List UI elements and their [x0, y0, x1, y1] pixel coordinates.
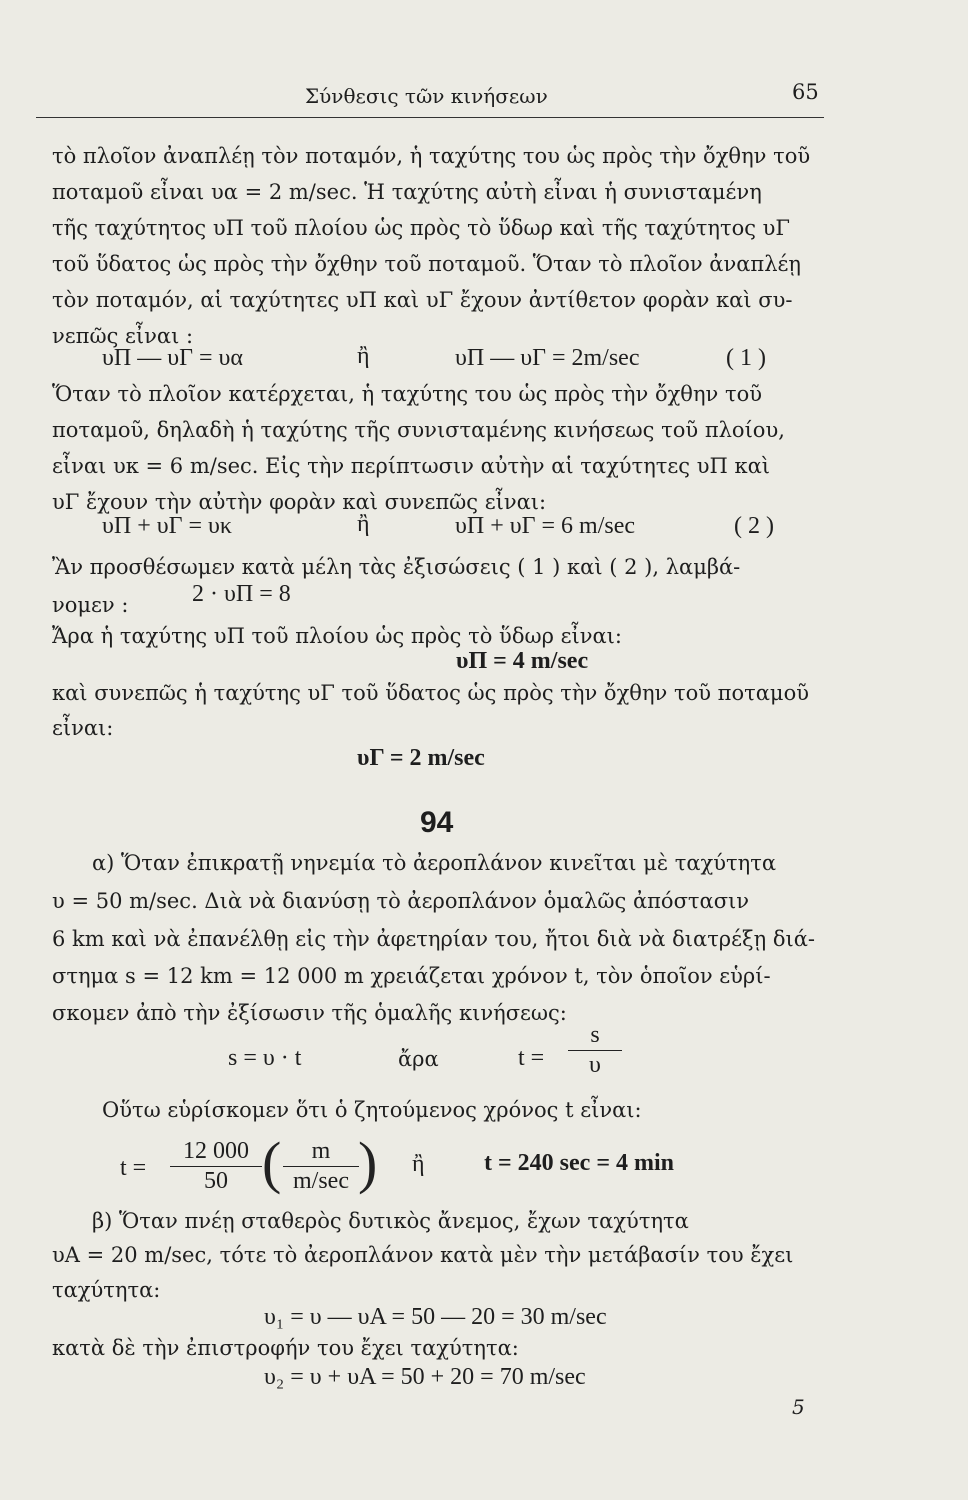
equation-1-label: ( 1 ) [726, 345, 766, 371]
text-line: νομεν : [52, 593, 129, 617]
text-line: τῆς ταχύτητος υΠ τοῦ πλοίου ὡς πρὸς τὸ ὕδωρ καὶ τῆς ταχύτητος υΓ [52, 216, 791, 240]
text-line: 6 km καὶ νὰ ἐπανέλθῃ εἰς τὴν ἀφετηρίαν του, ἤτοι διὰ νὰ διατρέξῃ διά- [52, 927, 816, 951]
text-line: τὸν ποταμόν, αἱ ταχύτητες υΠ καὶ υΓ ἔχουν ἀντίθετον φορὰν καὶ συ- [52, 288, 793, 312]
fraction-denominator: υ [589, 1052, 601, 1078]
equation-3-t-eq: t = [518, 1045, 545, 1071]
header-rule [36, 117, 824, 118]
text-line: υ = 50 m/sec. Διὰ νὰ διανύσῃ τὸ ἀεροπλάνον ὁμαλῶς ἀπόστασιν [52, 889, 750, 913]
fraction-bar [568, 1050, 622, 1051]
fraction-bar [283, 1166, 359, 1167]
equation-sum: 2 · υΠ = 8 [192, 581, 291, 607]
equation-3-word: ἄρα [398, 1047, 439, 1071]
text-line: β) Ὅταν πνέῃ σταθερὸς δυτικὸς ἄνεμος, ἔχων ταχύτητα [92, 1209, 689, 1233]
text-line: ποταμοῦ εἶναι υα = 2 m/sec. Ἡ ταχύτης αὐτὴ εἶναι ἡ συνισταμένη [52, 180, 762, 204]
text-line: α) Ὅταν ἐπικρατῇ νηνεμία τὸ ἀεροπλάνον κινεῖται μὲ ταχύτητα [92, 851, 777, 875]
fraction-denominator: m/sec [293, 1168, 349, 1194]
fraction-numerator: m [311, 1138, 331, 1164]
equation-3-left: s = υ · t [228, 1045, 302, 1071]
equation-4-or: ἢ [412, 1151, 425, 1177]
equation-2-right: υΠ + υΓ = 6 m/sec [455, 513, 636, 539]
equation-2-or: ἢ [357, 511, 370, 537]
right-parenthesis: ) [358, 1130, 378, 1195]
problem-number: 94 [420, 806, 454, 839]
equation-1-right: υΠ — υΓ = 2m/sec [455, 345, 640, 371]
fraction-numerator: s [590, 1022, 600, 1048]
equation-3-fraction [568, 1022, 622, 1079]
text-line: Ὅταν τὸ πλοῖον κατέρχεται, ἡ ταχύτης του ὡς πρὸς τὴν ὄχθην τοῦ [52, 382, 763, 406]
equation-2-left: υΠ + υΓ = υκ [102, 513, 233, 539]
fraction-bar [170, 1166, 262, 1167]
text-line: υΓ ἔχουν τὴν αὐτὴν φορὰν καὶ συνεπῶς εἶναι: [52, 490, 547, 514]
result-time: t = 240 sec = 4 min [484, 1150, 674, 1176]
result-water-speed: υΓ = 2 m/sec [357, 745, 485, 771]
text-line: σκομεν ἀπὸ τὴν ἐξίσωσιν τῆς ὁμαλῆς κινήσεως: [52, 1001, 567, 1025]
equation-4-t-eq: t = [120, 1155, 147, 1181]
text-line: Ἄρα ἡ ταχύτης υΠ τοῦ πλοίου ὡς πρὸς τὸ ὕδωρ εἶναι: [52, 624, 622, 648]
text-line: Ἂν προσθέσωμεν κατὰ μέλη τὰς ἐξισώσεις ( 1 ) καὶ ( 2 ), λαμβά- [52, 555, 741, 579]
equation-1-left: υΠ — υΓ = υα [102, 345, 243, 371]
equation-1-or: ἢ [357, 343, 370, 369]
equation-5: υ₁ = υ — υΑ = 50 — 20 = 30 m/sec [264, 1304, 607, 1330]
result-boat-speed: υΠ = 4 m/sec [456, 648, 589, 674]
text-line: ταχύτητα: [52, 1278, 161, 1302]
text-line: εἶναι: [52, 716, 114, 740]
fraction-denominator: 50 [204, 1168, 228, 1194]
text-line: τοῦ ὕδατος ὡς πρὸς τὴν ὄχθην τοῦ ποταμοῦ. Ὅταν τὸ πλοῖον ἀναπλέῃ [52, 252, 801, 276]
text-line: στημα s = 12 km = 12 000 m χρειάζεται χρόνον t, τὸν ὁποῖον εὑρί- [52, 964, 771, 988]
running-header-title: Σύνθεσις τῶν κινήσεων [305, 84, 548, 108]
text-line: υΑ = 20 m/sec, τότε τὸ ἀεροπλάνον κατὰ μὲν τὴν μετάβασίν του ἔχει [52, 1243, 794, 1267]
text-line: τὸ πλοῖον ἀναπλέῃ τὸν ποταμόν, ἡ ταχύτης του ὡς πρὸς τὴν ὄχθην τοῦ [52, 144, 811, 168]
equation-2-label: ( 2 ) [734, 513, 774, 539]
equation-4-fraction-2 [283, 1138, 359, 1195]
equation-6: υ₂ = υ + υΑ = 50 + 20 = 70 m/sec [264, 1364, 586, 1390]
text-line: νεπῶς εἶναι : [52, 324, 194, 348]
text-line: κατὰ δὲ τὴν ἐπιστροφήν του ἔχει ταχύτητα: [52, 1336, 519, 1360]
page-number: 65 [792, 80, 819, 104]
text-line: καὶ συνεπῶς ἡ ταχύτης υΓ τοῦ ὕδατος ὡς πρὸς τὴν ὄχθην τοῦ ποταμοῦ [52, 681, 809, 705]
equation-4-fraction-1 [170, 1138, 262, 1195]
text-line: Οὕτω εὑρίσκομεν ὅτι ὁ ζητούμενος χρόνος t εἶναι: [102, 1098, 642, 1122]
signature-mark: 5 [792, 1395, 805, 1419]
left-parenthesis: ( [262, 1130, 282, 1195]
text-line: εἶναι υκ = 6 m/sec. Εἰς τὴν περίπτωσιν αὐτὴν αἱ ταχύτητες υΠ καὶ [52, 454, 770, 478]
fraction-numerator: 12 000 [183, 1138, 249, 1164]
text-line: ποταμοῦ, δηλαδὴ ἡ ταχύτης τῆς συνισταμένης κινήσεως τοῦ πλοίου, [52, 418, 785, 442]
